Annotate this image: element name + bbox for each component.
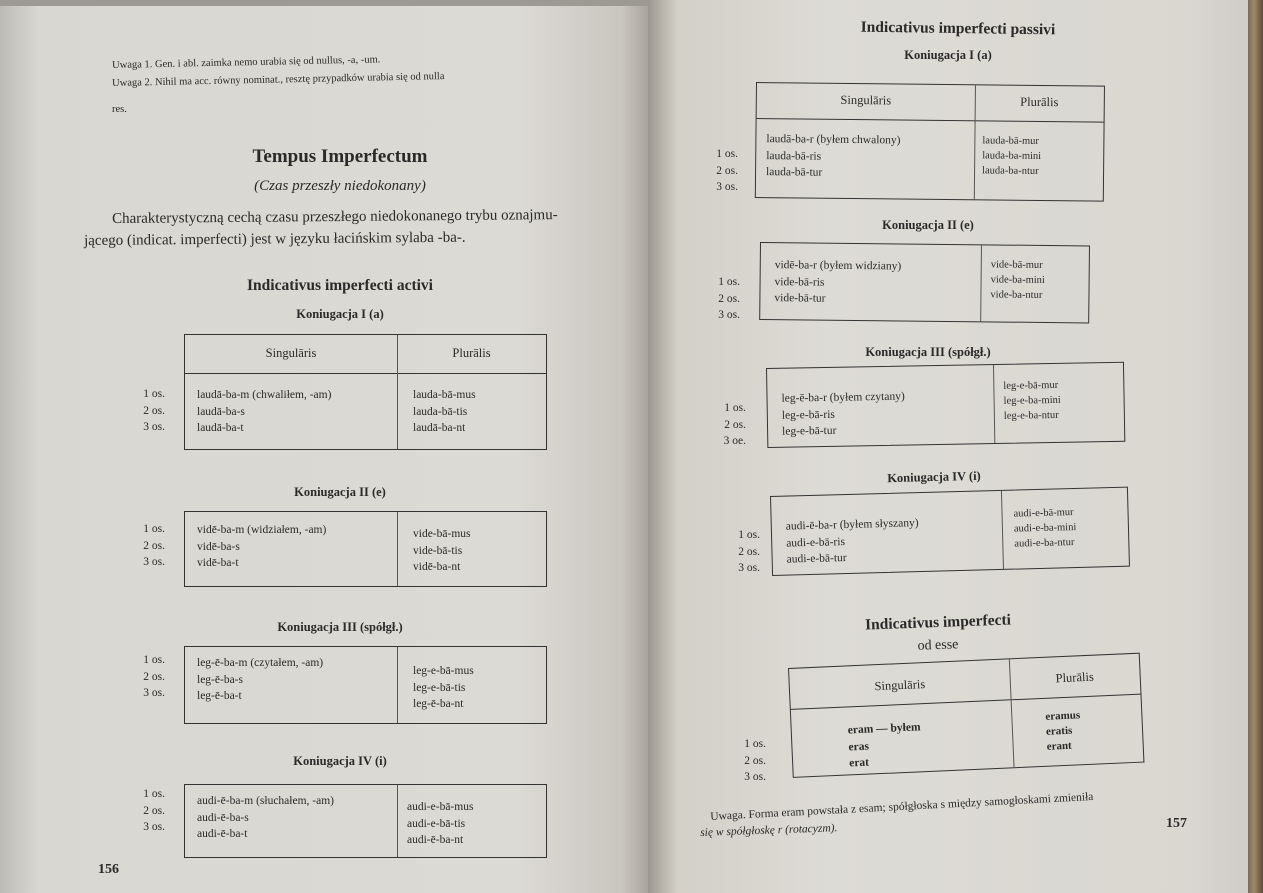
form: vide-bā-mus <box>413 528 471 540</box>
form: vide-bā-mur <box>990 259 1043 271</box>
note-1: Uwaga 1. Gen. i abl. zaimka nemo urabia się od nullus, -a, -um. <box>112 54 381 71</box>
person: 1 os. <box>718 276 740 288</box>
form: lauda-ba-ntur <box>982 165 1039 177</box>
person: 1 os. <box>143 523 165 535</box>
note-rotacyzm-cont: się w spółgłoskę r (rotacyzm). <box>700 822 838 839</box>
form: laudā-ba-m (chwaliłem, -am) <box>197 389 332 401</box>
form: audi-ē-ba-m (słuchałem, -am) <box>197 795 334 807</box>
form: vidē-ba-t <box>197 557 239 569</box>
form: vide-bā-tis <box>413 544 463 557</box>
form: leg-e-bā-ris <box>781 408 835 422</box>
paragraph-line-2: jącego (indicat. imperfecti) jest w języku łacińskim sylaba -ba-. <box>84 229 466 249</box>
form: vide-ba-mini <box>990 274 1045 286</box>
person: 2 os. <box>143 670 165 683</box>
rconj-1-table <box>755 82 1105 202</box>
conj-1-sg <box>197 387 331 437</box>
conj-2-sg <box>197 522 326 572</box>
form: audi-ē-ba-s <box>197 811 249 824</box>
form: leg-e-bā-tis <box>413 681 466 694</box>
form: vidē-ba-r (byłem widziany) <box>774 259 902 273</box>
person: 2 os. <box>724 418 746 431</box>
conj-1-title: Koniugacja I (a) <box>296 307 384 321</box>
person: 3 os. <box>718 309 740 321</box>
esse-table <box>788 653 1144 778</box>
person: 1 os. <box>143 388 165 400</box>
rconj-4-persons <box>710 527 760 577</box>
header-pluralis: Plurālis <box>1020 94 1059 110</box>
conj-1-pl <box>413 387 476 437</box>
note-rotacyzm: Uwaga. Forma eram powstała z esam; spółgłoska s między samogłoskami zmieniła <box>710 790 1094 823</box>
person: 3 os. <box>143 821 165 833</box>
conj-4-sg <box>197 793 334 843</box>
conj-2-persons <box>120 521 165 571</box>
form: audi-e-bā-mus <box>407 801 474 813</box>
rconj-4-title: Koniugacja IV (i) <box>887 468 981 486</box>
page-number-right: 157 <box>1166 816 1187 831</box>
form: audi-e-bā-mur <box>1013 507 1074 520</box>
form: lauda-bā-ris <box>766 149 822 163</box>
person: 1 os. <box>716 148 738 160</box>
form: vidē-ba-m (widziałem, -am) <box>197 524 327 536</box>
form: leg-ē-ba-t <box>197 690 242 702</box>
paragraph-line-1: Charakterystyczną cechą czasu przeszłego niedokonanego trybu oznajmu- <box>112 207 558 227</box>
form: eratis <box>1045 724 1073 738</box>
conj-1-persons <box>120 386 165 436</box>
rconj-1-persons <box>696 146 738 196</box>
person: 1 os. <box>738 529 760 541</box>
conj-4-persons <box>120 786 165 836</box>
rconj-3-sg <box>781 389 905 441</box>
note-2: Uwaga 2. Nihil ma acc. równy nominat., resztę przypadków urabia się od nulla <box>112 71 445 89</box>
person: 2 os. <box>143 804 165 817</box>
section-heading-activi: Indicativus imperfecti activi <box>247 277 433 294</box>
form: lauda-bā-tis <box>413 405 468 418</box>
form: lauda-ba-mini <box>982 150 1042 162</box>
conj-4-table <box>184 784 547 858</box>
form: leg-ē-ba-nt <box>413 698 464 710</box>
rconj-3-title: Koniugacja III (spółgł.) <box>865 345 991 359</box>
form: lauda-bā-tur <box>765 166 823 179</box>
form: vidē-ba-nt <box>413 561 461 573</box>
person: 3 os. <box>738 562 760 574</box>
person: 1 os. <box>724 402 746 414</box>
person: 2 os. <box>143 404 165 417</box>
person: 3 os. <box>716 181 738 193</box>
form: leg-e-bā-mur <box>1003 379 1059 392</box>
rconj-1-title: Koniugacja I (a) <box>904 48 992 62</box>
rconj-3-persons <box>704 400 746 450</box>
person: 3 os. <box>744 771 766 783</box>
form: laudā-ba-t <box>197 422 244 434</box>
conj-4-pl <box>407 799 473 849</box>
form: eramus <box>1045 709 1081 723</box>
form: erat <box>848 756 870 770</box>
form: laudā-ba-s <box>197 405 245 418</box>
form: audi-e-bā-ris <box>786 535 846 550</box>
rconj-2-persons <box>698 274 740 324</box>
form: laudā-ba-nt <box>413 422 466 434</box>
rconj-4-pl <box>1013 505 1077 552</box>
page-subtitle: (Czas przeszły niedokonany) <box>254 178 426 194</box>
rconj-2-sg <box>774 257 901 308</box>
person: 2 os. <box>716 164 738 177</box>
rconj-4-sg <box>786 515 920 568</box>
person: 1 os. <box>143 788 165 800</box>
header-singularis: Singulāris <box>840 92 892 108</box>
form: leg-e-bā-mus <box>413 665 474 677</box>
person: 3 os. <box>143 421 165 433</box>
person: 2 os. <box>744 754 766 767</box>
conj-3-sg <box>197 655 323 705</box>
form: leg-e-ba-ntur <box>1003 409 1059 422</box>
person: 2 os. <box>143 539 165 552</box>
conj-1-table <box>184 334 547 450</box>
rconj-2-table <box>759 242 1090 323</box>
person: 1 os. <box>143 654 165 666</box>
esse-persons <box>720 736 766 786</box>
rconj-1-pl <box>982 133 1041 179</box>
header-singularis: Singulāris <box>874 677 926 694</box>
form: lauda-bā-mur <box>982 135 1040 147</box>
esse-heading: Indicativus imperfecti <box>864 611 1012 634</box>
form: leg-e-bā-tur <box>782 424 837 438</box>
form: eram — byłem <box>847 721 921 737</box>
form: erant <box>1046 739 1072 753</box>
esse-sg <box>847 719 922 772</box>
form: audi-e-bā-tis <box>407 817 466 830</box>
person: 3 os. <box>143 687 165 699</box>
conj-3-title: Koniugacja III (spółgł.) <box>277 620 403 634</box>
person: 3 os. <box>143 556 165 568</box>
form: lauda-bā-mus <box>413 389 476 401</box>
form: eras <box>848 740 870 753</box>
rconj-3-pl <box>1003 378 1061 424</box>
header-pluralis: Plurālis <box>452 346 491 360</box>
esse-subtitle: od esse <box>917 637 959 654</box>
form: audi-ē-ba-nt <box>407 834 464 846</box>
page-number-left: 156 <box>98 862 119 877</box>
form: vide-bā-ris <box>774 275 825 289</box>
esse-pl <box>1045 708 1082 754</box>
note-2-cont: res. <box>112 104 127 115</box>
conj-2-pl <box>413 526 470 576</box>
conj-2-title: Koniugacja II (e) <box>294 485 386 499</box>
conj-3-pl <box>413 663 474 713</box>
rconj-3-table <box>766 362 1125 448</box>
form: leg-ē-ba-s <box>197 673 243 686</box>
person: 1 os. <box>744 738 766 750</box>
person: 2 os. <box>738 545 760 558</box>
rconj-1-sg <box>766 131 901 182</box>
header-pluralis: Plurālis <box>1055 669 1095 686</box>
conj-2-table <box>184 511 547 587</box>
rconj-4-table <box>770 487 1130 576</box>
page-top-shadow <box>0 0 648 6</box>
form: leg-e-ba-mini <box>1003 394 1061 407</box>
person: 3 oe. <box>723 435 746 447</box>
form: audi-ē-ba-r (byłem słyszany) <box>785 517 919 533</box>
form: vide-ba-ntur <box>990 289 1043 301</box>
book-edge <box>1248 0 1263 893</box>
form: vide-bā-tur <box>774 292 826 305</box>
form: audi-ē-ba-t <box>197 828 248 840</box>
form: leg-ē-ba-m (czytałem, -am) <box>197 657 324 669</box>
form: audi-e-ba-mini <box>1013 521 1077 535</box>
section-heading-passivi: Indicativus imperfecti passivi <box>860 18 1056 39</box>
conj-3-table <box>184 646 547 724</box>
form: vidē-ba-s <box>197 540 240 553</box>
form: audi-e-bā-tur <box>786 552 847 566</box>
conj-4-title: Koniugacja IV (i) <box>293 754 387 768</box>
person: 2 os. <box>718 292 740 305</box>
conj-3-persons <box>120 652 165 702</box>
header-singularis: Singulāris <box>265 346 317 360</box>
rconj-2-pl <box>990 257 1045 303</box>
form: audi-e-ba-ntur <box>1014 537 1075 550</box>
rconj-2-title: Koniugacja II (e) <box>882 218 974 232</box>
right-page <box>648 0 1248 893</box>
page-title: Tempus Imperfectum <box>252 146 428 167</box>
form: laudā-ba-r (byłem chwalony) <box>766 133 901 147</box>
form: leg-ē-ba-r (byłem czytany) <box>781 390 905 405</box>
